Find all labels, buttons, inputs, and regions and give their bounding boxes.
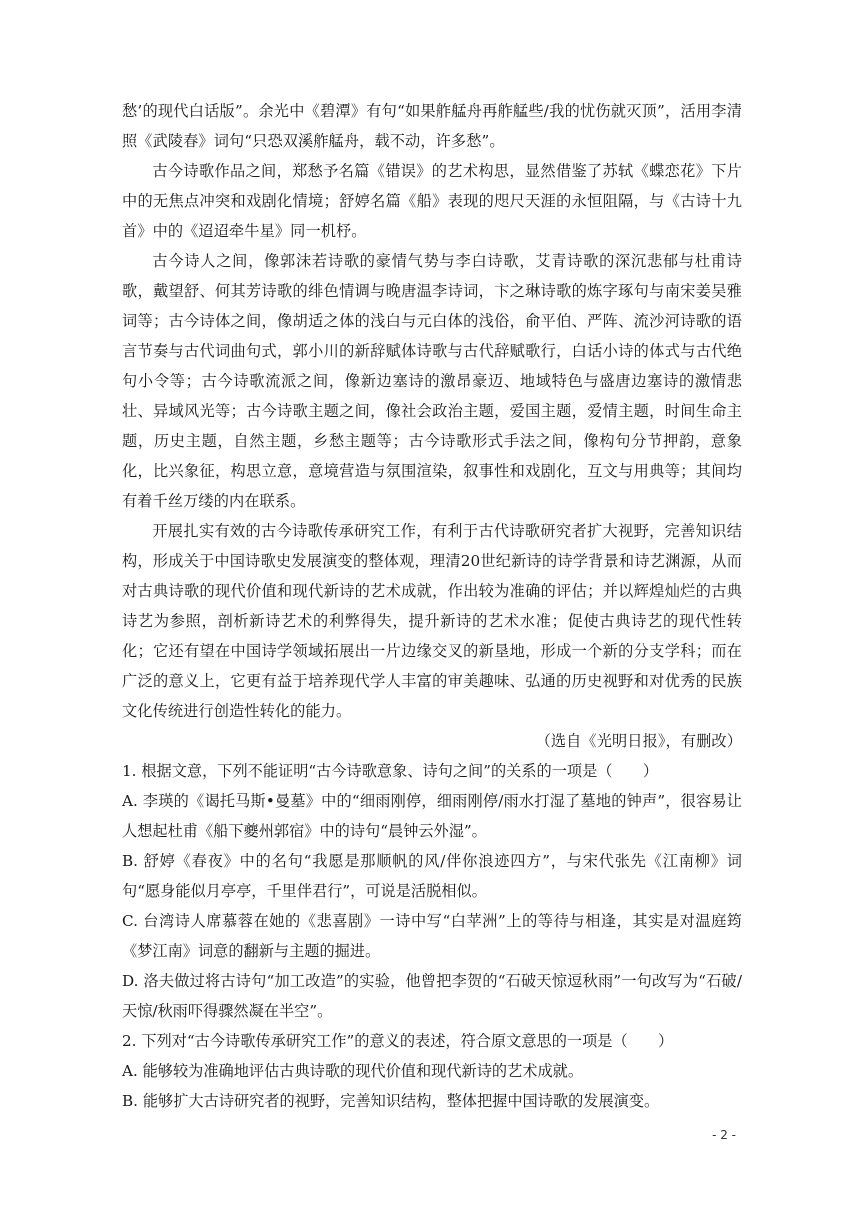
page-number: - 2 - — [712, 1128, 736, 1142]
page-content — [122, 96, 742, 1116]
question-2-option-b: B. 能够扩大古诗研究者的视野，完善知识结构，整体把握中国诗歌的发展演变。 — [122, 1092, 660, 1110]
question-1-option-c: C. 台湾诗人席慕蓉在她的《悲喜剧》一诗中写“白苹洲”上的等待与相逢，其实是对温庭筠《梦江南》词意的翻新与主题的掘进。 — [122, 912, 742, 960]
paragraph-4: 开展扎实有效的古今诗歌传承研究工作，有利于古代诗歌研究者扩大视野，完善知识结构，形成关于中国诗歌史发展演变的整体观，理清20世纪新诗的诗学背景和诗艺渊源，从而对古典诗歌的现代价值和现代新诗的艺术成就，作出较为准确的评估；并以辉煌灿烂的古典诗艺为参照，剖析新诗艺术的利弊得失，提升新诗的艺术水准；促使古典诗艺的现代性转化；它还有望在中国诗学领域拓展出一片边缘交叉的新垦地，形成一个新的分支学科；而在广泛的意义上，它更有益于培养现代学人丰富的审美趣味、弘通的历史视野和对优秀的民族文化传统进行创造性转化的能力。 — [122, 522, 742, 720]
paragraph-1: 愁’的现代白话版”。余光中《碧潭》有句“如果舴艋舟再舴艋些/我的忧伤就灭顶”，活用李清照《武陵春》词句“只恐双溪舴艋舟，载不动，许多愁”。 — [122, 102, 742, 150]
source-citation: （选自《光明日报》，有删改） — [535, 732, 742, 750]
question-1-option-b: B. 舒婷《春夜》中的名句“我愿是那顺帆的风/伴你浪迹四方”，与宋代张先《江南柳》词句“愿身能似月亭亭，千里伴君行”，可说是活脱相似。 — [122, 852, 742, 900]
question-1-option-a: A. 李瑛的《谒托马斯•曼墓》中的“细雨刚停，细雨刚停/雨水打湿了墓地的钟声”，很容易让人想起杜甫《船下夔州郭宿》中的诗句“晨钟云外湿”。 — [122, 792, 742, 840]
paragraph-3: 古今诗人之间，像郭沫若诗歌的豪情气势与李白诗歌，艾青诗歌的深沉悲郁与杜甫诗歌，戴望舒、何其芳诗歌的绯色情调与晚唐温李诗词，卞之琳诗歌的炼字琢句与南宋姜吴雅词等；古今诗体之间，像胡适之体的浅白与元白体的浅俗，俞平伯、严阵、流沙河诗歌的语言节奏与古代词曲句式，郭小川的新辞赋体诗歌与古代辞赋歌行，白话小诗的体式与古代绝句小令等；古今诗歌流派之间，像新边塞诗的激昂豪迈、地域特色与盛唐边塞诗的激情悲壮、异域风光等；古今诗歌主题之间，像社会政治主题，爱国主题，爱情主题，时间生命主题，历史主题，自然主题，乡愁主题等；古今诗歌形式手法之间，像构句分节押韵，意象化，比兴象征，构思立意，意境营造与氛围渲染，叙事性和戏剧化，互文与用典等；其间均有着千丝万缕的内在联系。 — [122, 252, 742, 510]
paragraph-2: 古今诗歌作品之间，郑愁予名篇《错误》的艺术构思，显然借鉴了苏轼《蝶恋花》下片中的无焦点冲突和戏剧化情境；舒婷名篇《船》表现的咫尺天涯的永恒阻隔，与《古诗十九首》中的《迢迢牵牛星》同一机杼。 — [122, 162, 742, 240]
question-2-stem: 2. 下列对“古今诗歌传承研究工作”的意义的表述，符合原文意思的一项是（ ） — [122, 1032, 674, 1050]
question-1-option-d: D. 洛夫做过将古诗句“加工改造”的实验，他曾把李贺的“石破天惊逗秋雨”一句改写为“石破/天惊/秋雨吓得骤然凝在半空”。 — [122, 972, 742, 1020]
question-2-option-a: A. 能够较为准确地评估古典诗歌的现代价值和现代新诗的艺术成就。 — [122, 1062, 584, 1080]
question-1-stem: 1. 根据文意，下列不能证明“古今诗歌意象、诗句之间”的关系的一项是（ ） — [122, 762, 659, 780]
